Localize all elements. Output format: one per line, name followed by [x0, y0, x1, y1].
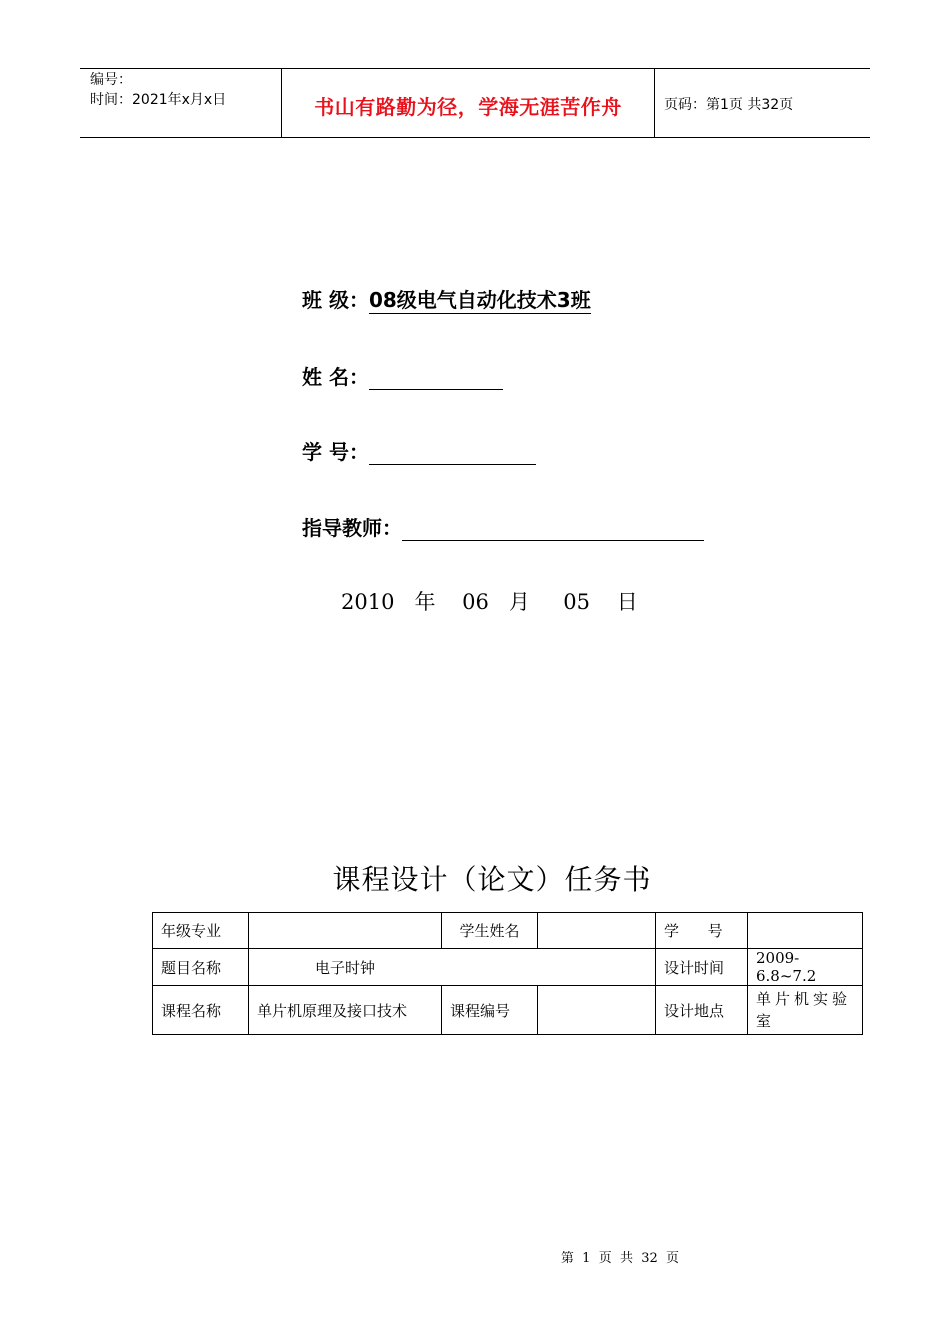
design-time-label: 设计时间 — [656, 949, 748, 986]
topic-value: 电子时钟 — [249, 949, 656, 986]
topic-label: 题目名称 — [153, 949, 249, 986]
name-row — [302, 361, 503, 390]
grade-major-label: 年级专业 — [153, 913, 249, 949]
time-label: 时间：2021年x月x日 — [90, 92, 227, 108]
student-id-row — [302, 436, 536, 465]
task-info-table — [152, 912, 863, 1035]
document-title: 课程设计（论文）任务书 — [332, 863, 652, 896]
design-time-value: 2009-6.8~7.2 — [748, 949, 863, 986]
student-id-blank-line — [369, 444, 536, 465]
motto-text: 书山有路勤为径，学海无涯苦作舟 — [314, 95, 622, 119]
advisor-row — [302, 512, 704, 541]
design-location-value: 单片机实验室 — [748, 986, 863, 1035]
header-meta-cell — [80, 69, 282, 137]
student-name-value — [538, 913, 656, 949]
page-footer: 第 1 页 共 32 页 — [560, 1251, 680, 1266]
document-header — [80, 68, 870, 138]
number-label: 编号： — [90, 72, 132, 88]
name-label: 姓 名： — [302, 365, 369, 389]
design-location-label: 设计地点 — [656, 986, 748, 1035]
course-code-value — [538, 986, 656, 1035]
student-number-label: 学 号 — [656, 913, 748, 949]
student-id-label: 学 号： — [302, 440, 369, 464]
page-info: 页码：第1页 共32页 — [664, 97, 794, 113]
course-code-label: 课程编号 — [442, 986, 538, 1035]
table-row — [153, 913, 863, 949]
header-motto-cell — [282, 69, 655, 137]
student-name-label: 学生姓名 — [442, 913, 538, 949]
cover-date: 2010 年 06 月 05 日 — [341, 590, 638, 614]
name-blank-line — [369, 369, 503, 390]
advisor-blank-line — [402, 520, 704, 541]
header-page-cell — [655, 69, 870, 137]
advisor-label: 指导教师： — [302, 516, 402, 540]
course-name-label: 课程名称 — [153, 986, 249, 1035]
student-number-value — [748, 913, 863, 949]
class-value: 08级电气自动化技术3班 — [369, 284, 591, 314]
grade-major-value — [249, 913, 442, 949]
class-row — [302, 284, 591, 314]
table-row — [153, 986, 863, 1035]
class-label: 班 级： — [302, 288, 369, 312]
course-name-value: 单片机原理及接口技术 — [249, 986, 442, 1035]
table-row — [153, 949, 863, 986]
